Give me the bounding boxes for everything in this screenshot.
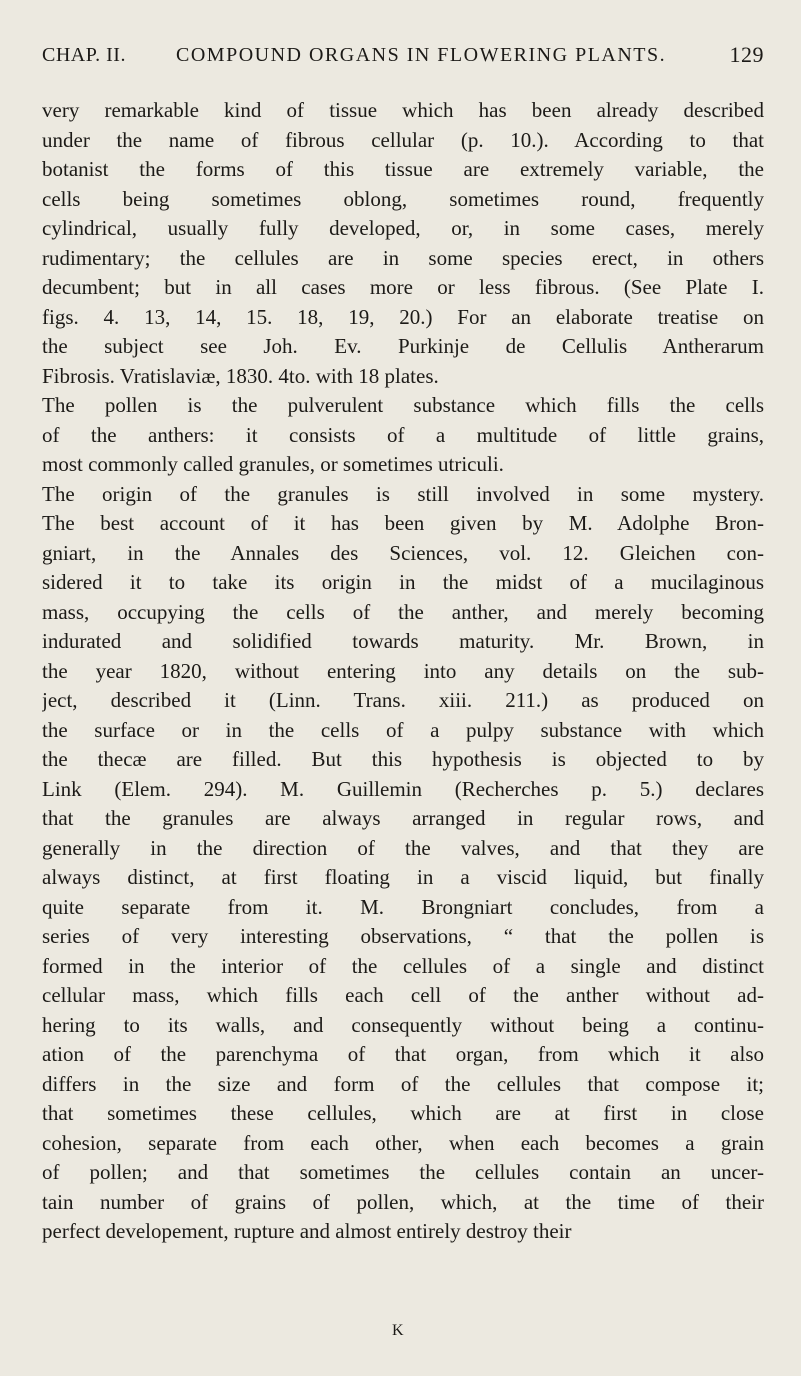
text-line: cellular mass, which fills each cell of the anther without ad- bbox=[42, 983, 764, 1007]
text-line: gniart, in the Annales des Sciences, vol. 12. Gleichen con- bbox=[42, 540, 764, 565]
text-line: series of very interesting observations, “ that the pollen is bbox=[42, 924, 764, 948]
text-line: sidered it to take its origin in the midst of a mucilaginous bbox=[42, 570, 764, 594]
text-line: mass, occupying the cells of the anther, and merely becoming bbox=[42, 599, 764, 624]
text-line: hering to its walls, and consequently without being a continu- bbox=[42, 1012, 764, 1037]
body-text bbox=[42, 96, 764, 1247]
text-line: most commonly called granules, or sometimes utriculi. bbox=[42, 452, 504, 476]
text-line: that sometimes these cellules, which are at first in close bbox=[42, 1101, 764, 1125]
text-line: the thecæ are filled. But this hypothesis is objected to by bbox=[42, 747, 764, 771]
text-line: formed in the interior of the cellules of a single and distinct bbox=[42, 953, 764, 978]
text-line: Fibrosis. Vratislaviæ, 1830. 4to. with 18 plates. bbox=[42, 363, 439, 388]
text-line: cohesion, separate from each other, when each becomes a grain bbox=[42, 1130, 764, 1155]
text-line: The pollen is the pulverulent substance which fills the cells bbox=[42, 393, 764, 417]
text-line: decumbent; but in all cases more or less fibrous. (See Plate I. bbox=[42, 275, 764, 299]
text-line: cylindrical, usually fully developed, or, in some cases, merely bbox=[42, 216, 764, 240]
text-line: very remarkable kind of tissue which has been already described bbox=[42, 98, 764, 122]
text-line: Link (Elem. 294). M. Guillemin (Recherches p. 5.) declares bbox=[42, 776, 764, 801]
text-line: always distinct, at first floating in a viscid liquid, but finally bbox=[42, 865, 764, 889]
text-line: under the name of fibrous cellular (p. 10.). According to that bbox=[42, 127, 764, 152]
text-line: cells being sometimes oblong, sometimes round, frequently bbox=[42, 186, 764, 211]
page-number: 129 bbox=[729, 42, 764, 67]
text-line: that the granules are always arranged in regular rows, and bbox=[42, 806, 764, 830]
text-line: ation of the parenchyma of that organ, from which it also bbox=[42, 1042, 764, 1066]
text-line: the subject see Joh. Ev. Purkinje de Cellulis Antherarum bbox=[42, 334, 764, 358]
text-line: ject, described it (Linn. Trans. xiii. 211.) as produced on bbox=[42, 688, 764, 712]
text-line: the year 1820, without entering into any details on the sub- bbox=[42, 658, 764, 683]
text-line: of the anthers: it consists of a multitude of little grains, bbox=[42, 422, 764, 447]
text-line: differs in the size and form of the cellules that compose it; bbox=[42, 1071, 764, 1096]
text-line: The origin of the granules is still involved in some mystery. bbox=[42, 481, 764, 506]
text-line: the surface or in the cells of a pulpy substance with which bbox=[42, 717, 764, 742]
text-line: The best account of it has been given by M. Adolphe Bron- bbox=[42, 511, 764, 535]
chapter-label: CHAP. II. bbox=[42, 44, 126, 66]
text-line: quite separate from it. M. Brongniart concludes, from a bbox=[42, 894, 764, 919]
signature-mark: K bbox=[392, 1322, 404, 1339]
text-line: indurated and solidified towards maturity. Mr. Brown, in bbox=[42, 629, 764, 653]
text-line: botanist the forms of this tissue are extremely variable, the bbox=[42, 157, 764, 181]
text-line: generally in the direction of the valves, and that they are bbox=[42, 835, 764, 860]
text-line: rudimentary; the cellules are in some species erect, in others bbox=[42, 245, 764, 270]
text-line: tain number of grains of pollen, which, at the time of their bbox=[42, 1189, 764, 1214]
text-line: of pollen; and that sometimes the cellules contain an uncer- bbox=[42, 1160, 764, 1184]
text-line: figs. 4. 13, 14, 15. 18, 19, 20.) For an elaborate treatise on bbox=[42, 304, 764, 329]
text-line: perfect developement, rupture and almost entirely destroy their bbox=[42, 1219, 572, 1243]
running-header bbox=[42, 44, 764, 74]
running-title: COMPOUND ORGANS IN FLOWERING PLANTS. bbox=[176, 44, 667, 66]
